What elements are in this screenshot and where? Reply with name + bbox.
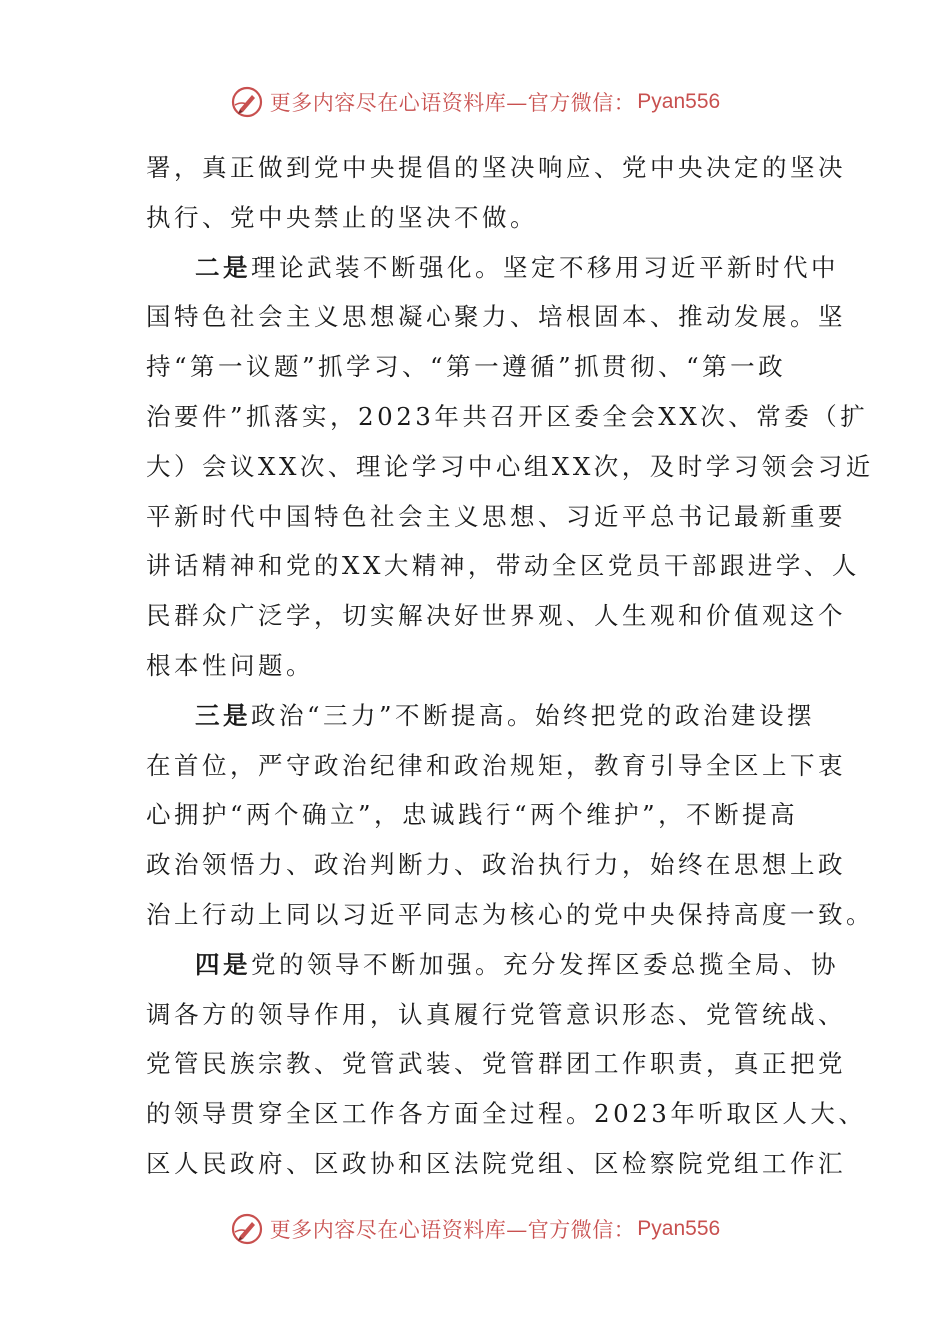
pen-logo-icon	[230, 1212, 264, 1246]
text-line	[146, 342, 806, 392]
watermark-text: 更多内容尽在心语资料库—官方微信：	[269, 91, 636, 115]
pen-logo-icon	[230, 85, 264, 119]
footer-watermark-banner	[0, 1209, 950, 1249]
text-line	[146, 890, 874, 940]
header-watermark-banner	[0, 82, 950, 122]
text-line	[146, 940, 839, 990]
wechat-id: Pyan556	[637, 90, 721, 113]
document-body	[146, 143, 874, 1189]
line-text: 治要件”抓落实，2023年共召开区委全会XX次、常委（扩	[146, 401, 869, 431]
line-text: 治上行动上同以习近平同志为核心的党中央保持高度一致。	[146, 899, 874, 929]
line-text: 调各方的领导作用，认真履行党管意识形态、党管统战、	[146, 999, 846, 1029]
section-lead: 三是	[195, 700, 251, 730]
line-text: 党管民族宗教、党管武装、党管群团工作职责，真正把党	[146, 1049, 846, 1079]
section-lead: 四是	[195, 949, 251, 979]
wechat-id: Pyan556	[637, 1217, 721, 1240]
text-line	[146, 1089, 867, 1139]
line-text: 心拥护“两个确立”，忠诚践行“两个维护”，不断提高	[146, 800, 799, 830]
line-text: 大）会议XX次、理论学习中心组XX次，及时学习领会习近	[146, 451, 874, 481]
text-line	[146, 193, 806, 243]
text-line	[146, 591, 846, 641]
line-text: 讲话精神和党的XX大精神，带动全区党员干部跟进学、人	[146, 551, 860, 581]
text-line	[146, 243, 839, 293]
text-line	[146, 840, 846, 890]
line-text: 国特色社会主义思想凝心聚力、培根固本、推动发展。坚	[146, 302, 846, 332]
line-text: 执行、党中央禁止的坚决不做。	[146, 202, 538, 232]
line-text: 在首位，严守政治纪律和政治规矩，教育引导全区上下衷	[146, 750, 846, 780]
line-text: 政治“三力”不断提高。始终把党的政治建设摆	[251, 700, 816, 730]
line-text: 的领导贯穿全区工作各方面全过程。2023年听取区人大、	[146, 1099, 867, 1129]
text-line	[146, 292, 846, 342]
text-line	[146, 143, 846, 193]
line-text: 政治领悟力、政治判断力、政治执行力，始终在思想上政	[146, 850, 846, 880]
line-text: 民群众广泛学，切实解决好世界观、人生观和价值观这个	[146, 601, 846, 631]
section-lead: 二是	[195, 252, 251, 282]
text-line	[146, 641, 806, 691]
line-text: 署，真正做到党中央提倡的坚决响应、党中央决定的坚决	[146, 153, 846, 182]
watermark-text: 更多内容尽在心语资料库—官方微信：	[269, 1218, 636, 1242]
text-line	[146, 741, 846, 791]
text-line	[146, 790, 806, 840]
line-text: 根本性问题。	[146, 650, 314, 680]
line-text: 区人民政府、区政协和区法院党组、区检察院党组工作汇	[146, 1148, 846, 1178]
text-line	[146, 1039, 846, 1089]
line-text: 平新时代中国特色社会主义思想、习近平总书记最新重要	[146, 501, 846, 531]
text-line	[146, 691, 816, 741]
text-line	[146, 442, 874, 492]
text-line	[146, 541, 860, 591]
line-text: 党的领导不断加强。充分发挥区委总揽全局、协	[251, 949, 839, 979]
text-line	[146, 492, 846, 542]
line-text: 理论武装不断强化。坚定不移用习近平新时代中	[251, 252, 839, 282]
text-line	[146, 1139, 846, 1189]
line-text: 持“第一议题”抓学习、“第一遵循”抓贯彻、“第一政	[146, 352, 787, 382]
text-line	[146, 990, 846, 1040]
text-line	[146, 392, 869, 442]
